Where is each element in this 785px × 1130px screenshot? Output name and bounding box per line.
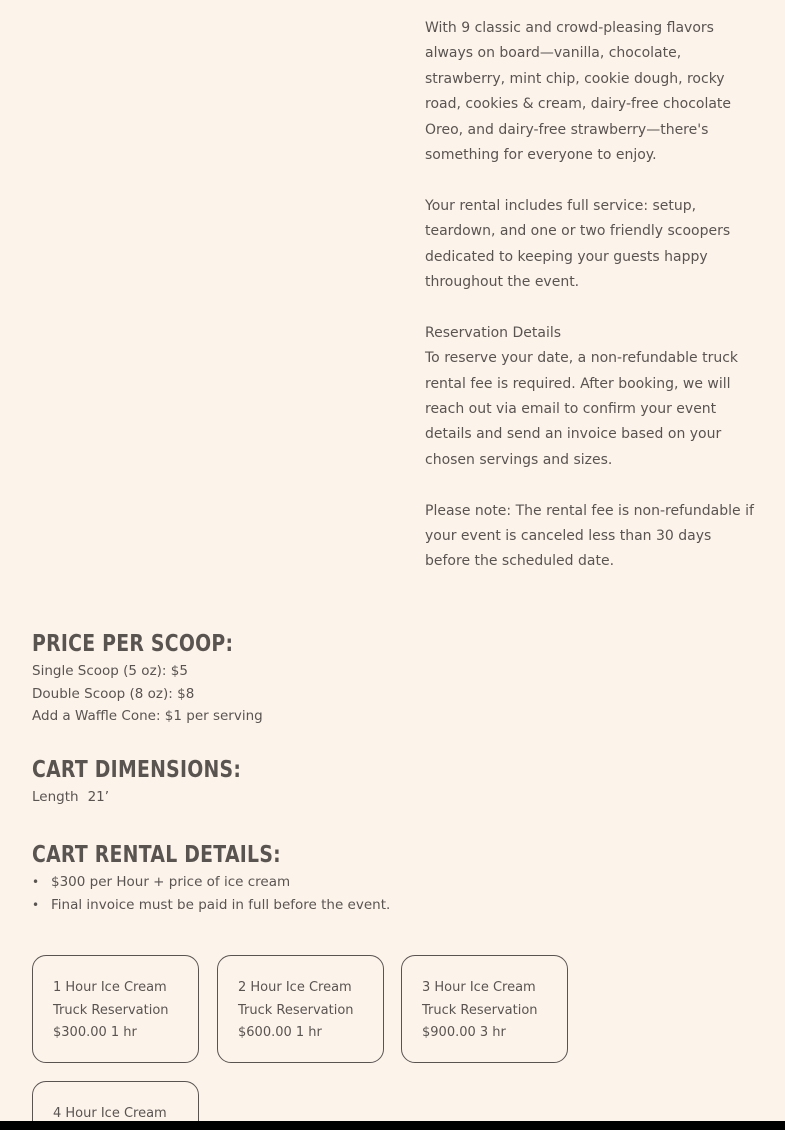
cart-rental-details-title: CART RENTAL DETAILS: xyxy=(32,842,281,869)
cart-length-label: Length xyxy=(32,788,79,805)
cart-length-row xyxy=(32,786,752,809)
reservation-option-price: $600.00 1 hr xyxy=(238,1025,322,1041)
service-paragraph: Your rental includes full service: setup, teardown, and one or two friendly scoopers dedicated to keeping your guests happy throughout the event. xyxy=(425,197,731,291)
reservation-option-name: 4 Hour Ice Cream xyxy=(53,1106,167,1121)
reservation-paragraph: To reserve your date, a non-refundable truck rental fee is required. After booking, we will reach out via email to confirm your event details and send an invoice based on your chosen servings and sizes. xyxy=(425,350,739,468)
reservation-option-4-hour[interactable] xyxy=(32,1081,199,1121)
reservation-option-3-hour[interactable] xyxy=(401,955,568,1063)
cart-specs xyxy=(32,628,752,917)
price-per-scoop-title: PRICE PER SCOOP: xyxy=(32,631,234,657)
rental-details-list xyxy=(32,871,752,917)
scoop-price-single: Single Scoop (5 oz): $5 xyxy=(32,663,188,679)
scoop-price-double: Double Scoop (8 oz): $8 xyxy=(32,685,195,702)
list-item: • $300 per Hour + price of ice cream xyxy=(32,871,752,894)
price-per-scoop-section xyxy=(32,628,752,728)
reservation-heading: Reservation Details xyxy=(425,324,562,341)
reservation-option-name: 2 Hour Ice Cream Truck Reservation xyxy=(238,980,354,1018)
cart-dimensions-title: CART DIMENSIONS: xyxy=(32,756,242,783)
cart-rental-details-section xyxy=(32,839,752,917)
reservation-section xyxy=(425,321,760,473)
note-paragraph: Please note: The rental fee is non-refundable if your event is canceled less than 30 days before the scheduled date. xyxy=(425,502,754,570)
cart-dimensions-section xyxy=(32,754,752,809)
flavors-paragraph: With 9 classic and crowd-pleasing flavors always on board—vanilla, chocolate, strawberry, mint chip, cookie dough, rocky road, cookies & cream, dairy-free chocolate Oreo, and dairy-free strawberry—there's something for everyone to enjoy. xyxy=(425,20,732,164)
scoop-price-waffle-cone: Add a Waffle Cone: $1 per serving xyxy=(32,708,263,725)
reservation-option-price: $300.00 1 hr xyxy=(53,1025,137,1041)
reservation-option-1-hour[interactable] xyxy=(32,955,199,1063)
reservation-option-name: 1 Hour Ice Cream Truck Reservation xyxy=(53,980,169,1018)
reservation-option-name: 3 Hour Ice Cream Truck Reservation xyxy=(422,980,538,1018)
cart-length-value: 21’ xyxy=(87,788,110,805)
reservation-option-2-hour[interactable] xyxy=(217,955,384,1063)
list-item: • Final invoice must be paid in full before the event. xyxy=(32,894,752,917)
reservation-option-price: $900.00 3 hr xyxy=(422,1025,506,1041)
product-description xyxy=(425,16,760,600)
